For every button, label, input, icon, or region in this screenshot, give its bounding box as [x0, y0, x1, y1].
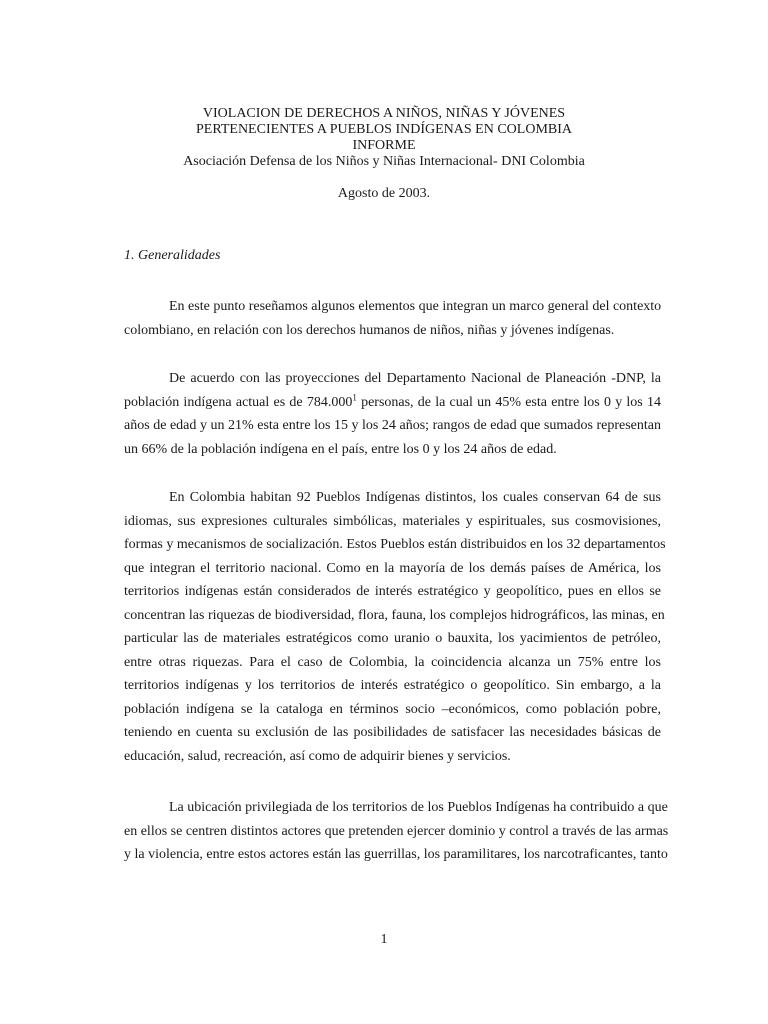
title-line-3: INFORME — [352, 138, 416, 153]
paragraph-3-line-4: que integran el territorio nacional. Como en la mayoría de los demás países de América, los — [124, 560, 661, 576]
paragraph-3-line-5: territorios indígenas están considerados de interés estratégico y geopolítico, pues en ellos se — [124, 584, 661, 599]
section-heading: 1. Generalidades — [124, 248, 221, 263]
paragraph-3-line-7: particular las de materiales estratégicos como uranio o bauxita, los yacimientos de petróleo, — [124, 631, 661, 646]
paragraph-2 — [124, 367, 661, 461]
paragraph-2-line-1: De acuerdo con las proyecciones del Departamento Nacional de Planeación -DNP, la — [169, 371, 661, 386]
footnote-marker[interactable]: 1 — [352, 391, 357, 402]
paragraph-3 — [124, 486, 666, 768]
paragraph-3-line-10: población indígena se la cataloga en términos socio –económicos, como población pobre, — [124, 701, 661, 717]
paragraph-3-line-6: concentran las riquezas de biodiversidad, flora, fauna, los complejos hidrográficos, las minas, en — [124, 607, 665, 623]
paragraph-1-line-1: En este punto reseñamos algunos elementos que integran un marco general del contexto — [169, 299, 662, 314]
paragraph-3-line-9: territorios indígenas y los territorios de interés estratégico o geopolítico. Sin embargo, a la — [124, 678, 661, 693]
document-date: Agosto de 2003. — [337, 186, 431, 201]
paragraph-2-line-4: un 66% de la población indígena en el país, entre los 0 y los 24 años de edad. — [124, 441, 557, 457]
paragraph-3-line-2: idiomas, sus expresiones culturales simbólicas, materiales y espirituales, sus cosmovisiones, — [124, 513, 661, 529]
paragraph-3-line-11: teniendo en cuenta su exclusión de las posibilidades de satisfacer las necesidades básicas de — [124, 725, 661, 740]
paragraph-3-line-3: formas y mecanismos de socialización. Estos Pueblos están distribuidos en los 32 departamentos — [124, 537, 666, 552]
page-number: 1 — [380, 932, 388, 947]
paragraph-4-line-2: en ellos se centren distintos actores que pretenden ejercer dominio y control a través de las armas — [124, 823, 669, 839]
title-line-1: VIOLACION DE DERECHOS A NIÑOS, NIÑAS Y JÓVENES — [202, 106, 566, 121]
paragraph-4 — [124, 796, 669, 867]
organization-line: Asociación Defensa de los Niños y Niñas Internacional- DNI Colombia — [183, 154, 585, 169]
paragraph-2-line-2 — [124, 391, 661, 415]
paragraph-2-line-2-rest: personas, de la cual un 45% esta entre los 0 y los 14 — [356, 394, 661, 410]
paragraph-2-line-2-text: población indígena actual es de 784.000 — [124, 394, 353, 410]
paragraph-2-line-3: años de edad y un 21% esta entre los 15 y los 24 años; rangos de edad que sumados representan — [124, 418, 661, 433]
document-title-block — [0, 106, 768, 170]
paragraph-4-line-3: y la violencia, entre estos actores están las guerrillas, los paramilitares, los narcotraficantes, tanto — [124, 847, 668, 862]
paragraph-3-line-8: entre otras riquezas. Para el caso de Colombia, la coincidencia alcanza un 75% entre los — [124, 654, 661, 670]
paragraph-3-line-12: educación, salud, recreación, así como de adquirir bienes y servicios. — [124, 748, 511, 764]
paragraph-1 — [124, 295, 661, 342]
paragraph-4-line-1: La ubicación privilegiada de los territorios de los Pueblos Indígenas ha contribuido a que — [169, 800, 668, 815]
title-line-2: PERTENECIENTES A PUEBLOS INDÍGENAS EN COLOMBIA — [196, 122, 572, 137]
paragraph-3-line-1: En Colombia habitan 92 Pueblos Indígenas distintos, los cuales conservan 64 de sus — [169, 490, 661, 505]
paragraph-1-line-2: colombiano, en relación con los derechos humanos de niños, niñas y jóvenes indígenas. — [124, 322, 615, 338]
